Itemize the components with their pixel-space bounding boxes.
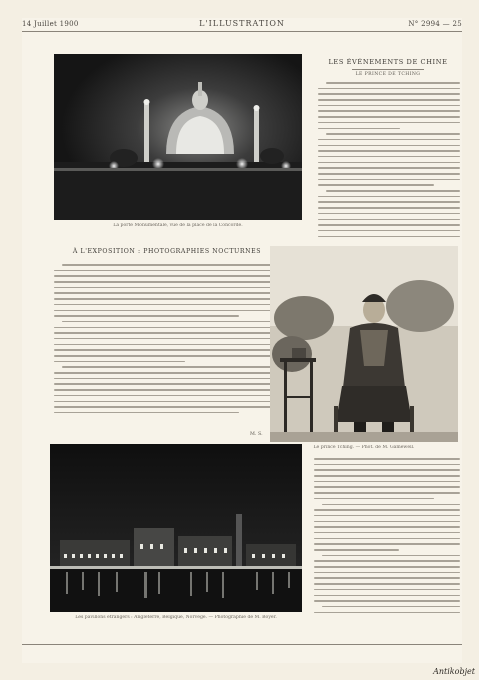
porte-monumentale-photo (54, 54, 302, 220)
china-article-text (318, 82, 460, 258)
header-rule (22, 31, 462, 32)
heading-ornament-rule (352, 69, 424, 70)
exposition-article-text (54, 264, 280, 432)
running-head (22, 18, 462, 32)
newspaper-page (22, 18, 462, 663)
top-photo-caption: La porte Monumentale, vue de la place de la Concorde. (113, 223, 243, 228)
journal-title: L'ILLUSTRATION (199, 19, 285, 28)
issue-number: N° 2994 — 25 (408, 20, 462, 28)
exposition-article-heading: À L'EXPOSITION : PHOTOGRAPHIES NOCTURNES (72, 248, 262, 255)
night-river-photo-illustration (50, 444, 302, 612)
china-article-text-continued (314, 458, 460, 634)
footer-rule (22, 644, 462, 645)
china-article-subheading: LE PRINCE DE TCHING (355, 72, 421, 77)
foreign-pavilions-photo (50, 444, 302, 612)
night-scene-photo-illustration (54, 54, 302, 220)
issue-date: 14 Juillet 1900 (22, 20, 79, 28)
article-signature: M. S. (250, 432, 263, 437)
watermark-logo: Antikobjet (433, 667, 475, 676)
china-article-heading: LES ÉVÉNEMENTS DE CHINE (328, 58, 448, 66)
portrait-photo-illustration (270, 246, 458, 442)
portrait-photo-caption: Le prince Tching. — Phot. de M. Gamewell. (313, 445, 415, 450)
bottom-photo-caption: Les pavillons étrangers : Angleterre, Belgique, Norvège. — Photographie de M. Boyer. (75, 615, 277, 620)
prince-tching-photo (270, 246, 458, 442)
